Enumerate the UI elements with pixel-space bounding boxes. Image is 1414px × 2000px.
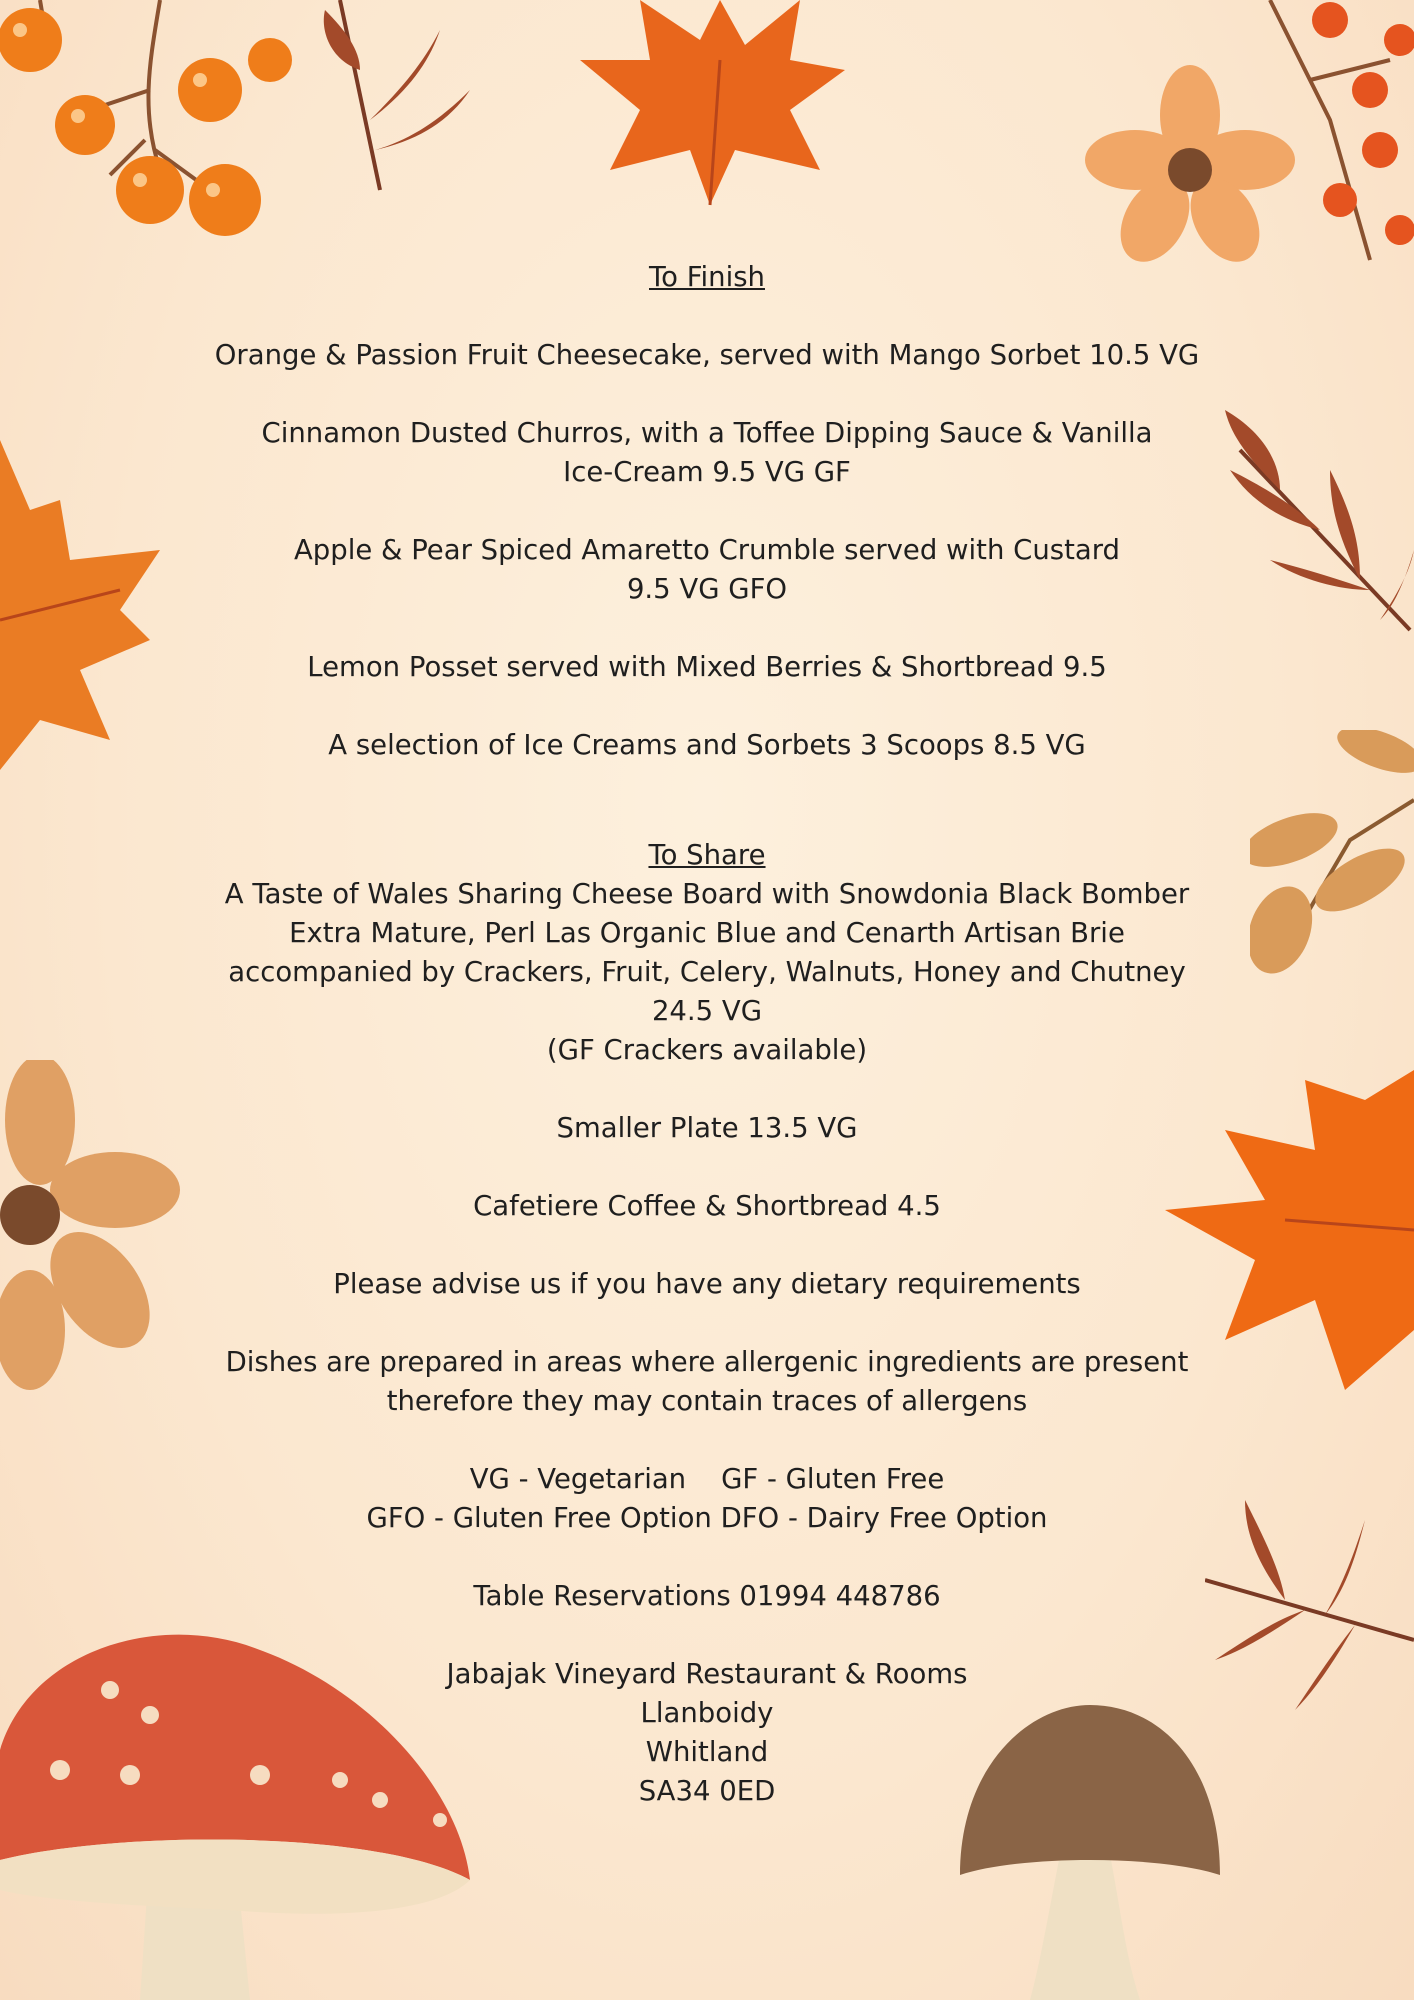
menu-item-cheesecake: Orange & Passion Fruit Cheesecake, served with Mango Sorbet 10.5 VG	[214, 339, 1200, 371]
allergen-notice-line1: Dishes are prepared in areas where allergenic ingredients are present	[225, 1346, 1189, 1378]
flower-left	[0, 1060, 180, 1400]
key-gf: GF - Gluten Free	[721, 1463, 945, 1495]
branch-right-upper	[1220, 410, 1414, 690]
cheese-board-line2: Extra Mature, Perl Las Organic Blue and Cenarth Artisan Brie	[289, 917, 1125, 949]
menu-item-churros-line1: Cinnamon Dusted Churros, with a Toffee Dipping Sauce & Vanilla	[261, 417, 1153, 449]
dietary-notice: Please advise us if you have any dietary requirements	[333, 1268, 1081, 1300]
address-postcode: SA34 0ED	[638, 1775, 776, 1807]
cheese-board-price: 24.5 VG	[651, 995, 763, 1027]
seed-pods-right	[1250, 730, 1414, 980]
menu-item-crumble-line2: 9.5 VG GFO	[626, 573, 788, 605]
to-finish-heading: To Finish	[649, 261, 765, 293]
dietary-key-line2: GFO - Gluten Free Option DFO - Dairy Free Option	[366, 1502, 1048, 1534]
menu-item-smaller-plate: Smaller Plate 13.5 VG	[556, 1112, 858, 1144]
to-share-heading: To Share	[648, 839, 766, 871]
address-name: Jabajak Vineyard Restaurant & Rooms	[446, 1658, 968, 1690]
cheese-board-line3: accompanied by Crackers, Fruit, Celery, Walnuts, Honey and Chutney	[228, 956, 1186, 988]
menu-item-ice-creams: A selection of Ice Creams and Sorbets 3 Scoops 8.5 VG	[328, 729, 1086, 761]
address-village: Llanboidy	[640, 1697, 774, 1729]
menu-item-coffee: Cafetiere Coffee & Shortbread 4.5	[473, 1190, 941, 1222]
berries-illustration-top-left	[0, 0, 300, 250]
maple-leaf-top	[570, 0, 850, 210]
menu-item-posset: Lemon Posset served with Mixed Berries & Shortbread 9.5	[307, 651, 1107, 683]
address-town: Whitland	[645, 1736, 769, 1768]
key-vg: VG - Vegetarian	[469, 1463, 687, 1495]
cheese-board-line1: A Taste of Wales Sharing Cheese Board with Snowdonia Black Bomber	[224, 878, 1190, 910]
dietary-key-line1	[200, 1460, 1214, 1499]
allergen-notice-line2: therefore they may contain traces of allergens	[386, 1385, 1028, 1417]
table-reservations: Table Reservations 01994 448786	[473, 1580, 941, 1612]
maple-leaf-left	[0, 440, 170, 780]
menu-item-crumble-line1: Apple & Pear Spiced Amaretto Crumble served with Custard	[293, 534, 1120, 566]
twig-leaves-top	[320, 0, 550, 210]
branch-right-lower	[1205, 1500, 1414, 1720]
cheese-board-note: (GF Crackers available)	[546, 1034, 868, 1066]
flower-berries-top-right	[1070, 0, 1414, 280]
dessert-menu	[200, 258, 1214, 1811]
menu-item-churros-line2: Ice-Cream 9.5 VG GF	[563, 456, 851, 488]
